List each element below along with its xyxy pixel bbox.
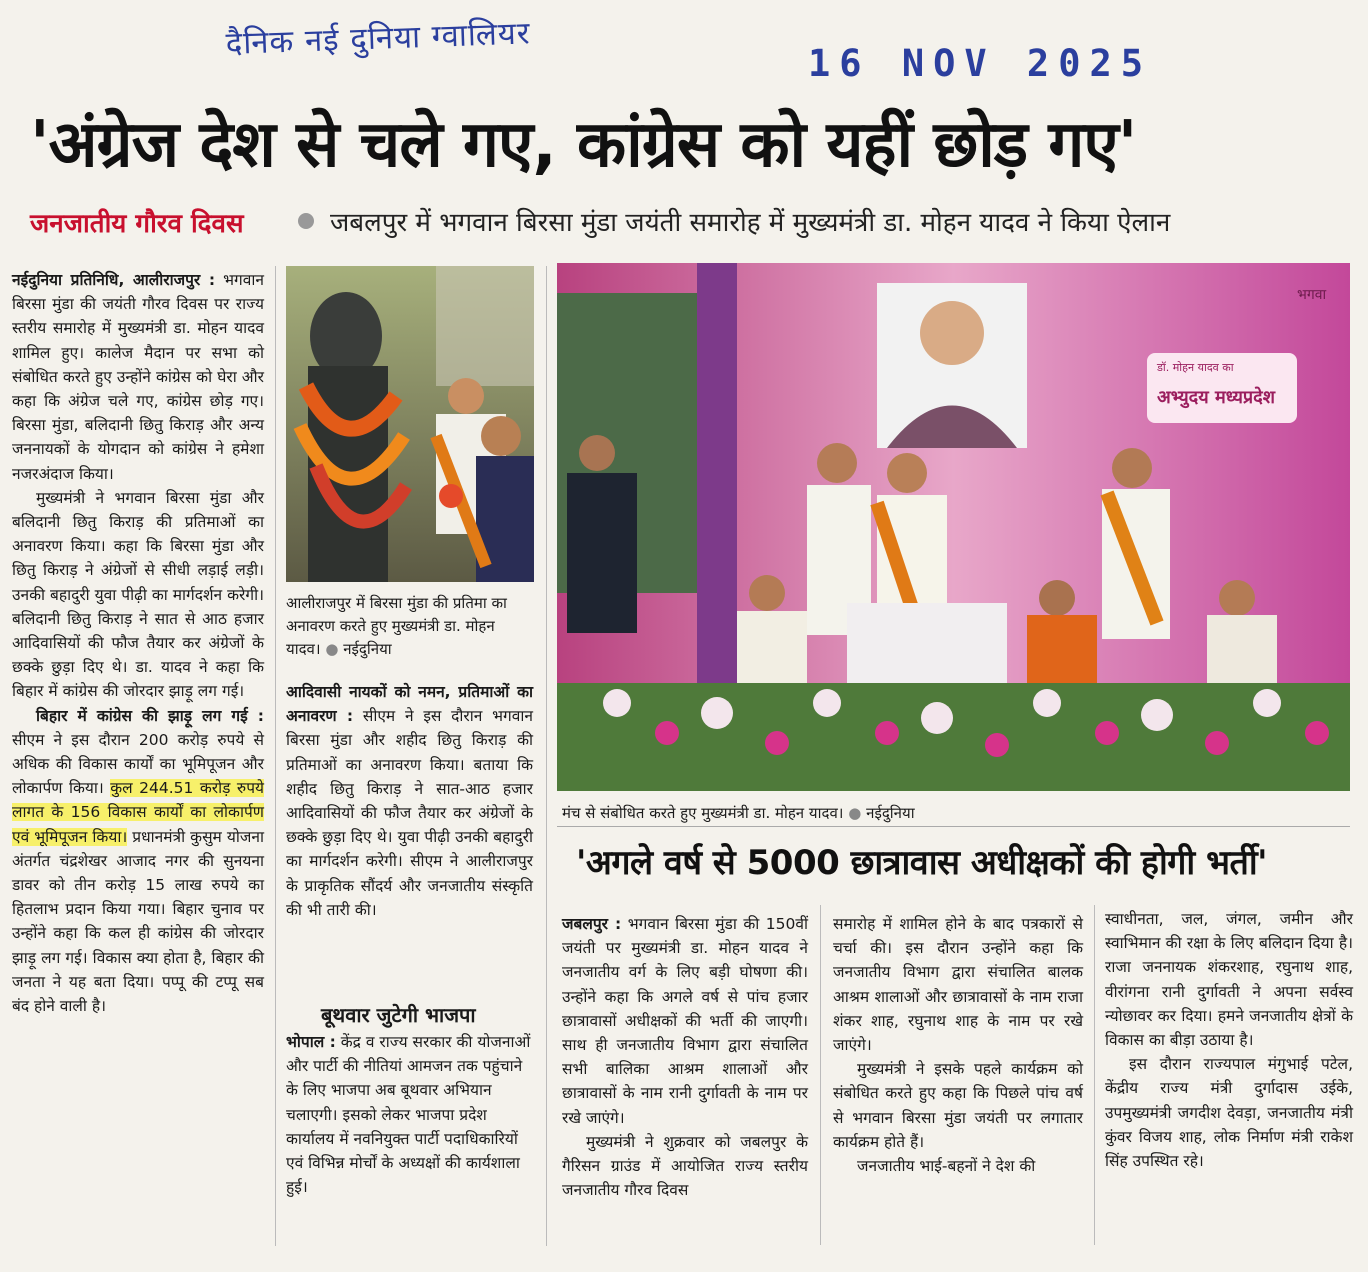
paragraph: मुख्यमंत्री ने शुक्रवार को जबलपुर के गैरिसन ग्राउंड में आयोजित राज्य स्तरीय जनजातीय गौरव दिवस [562,1132,808,1200]
masthead-stamp: दैनिक नई दुनिया ग्वालियर [225,15,532,62]
column-divider [546,266,547,1246]
divider [557,826,1350,827]
banner-main-text: अभ्युदय मध्यप्रदेश [1157,387,1275,408]
paragraph: भगवान बिरसा मुंडा की 150वीं जयंती पर मुख्यमंत्री डा. मोहन यादव ने जनजातीय वर्ग के लिए बड़ी घोषणा की। उन्होंने कहा कि अगले वर्ष से पांच हजार छात्रावासों अधीक्षकों की भर्ती की जाएगी। साथ ही जनजातीय विभाग द्वारा संचालित सभी बालिका आश्रम शालाओं और छात्रावासों के नाम रानी दुर्गावती के नाम पर रखे जाएंगे। [562,915,808,1127]
paragraph: स्वाधीनता, जल, जंगल, जमीन और स्वाभिमान की रक्षा के लिए बलिदान दिया है। राजा जननायक शंकरशाह, रघुनाथ शाह, वीरांगना रानी दुर्गावती ने अपना सर्वस्व न्योछावर कर दिया। हमने जनजातीय क्षेत्रों के विकास का बीड़ा उठाया है। [1105,910,1353,1050]
column-divider [1094,905,1095,1245]
photo-caption [562,803,915,823]
paragraph: इस दौरान राज्यपाल मंगुभाई पटेल, केंद्रीय राज्य मंत्री दुर्गादास उईके, उपमुख्यमंत्री जगदीश देवड़ा, जनजातीय मंत्री कुंवर विजय शाह, लोक निर्माण मंत्री राकेश सिंह उपस्थित रहे। [1105,1055,1353,1171]
article-column-2 [286,680,533,922]
paragraph: मुख्यमंत्री ने इसके पहले कार्यक्रम को संबोधित करते हुए कहा कि पिछले पांच वर्ष से भगवान बिरसा मुंडा जयंती पर लगातार कार्यक्रम होते हैं। [833,1060,1083,1151]
kicker-label: जनजातीय गौरव दिवस [30,209,244,239]
story2-column-3 [1105,907,1353,1173]
photo-stage-address [557,263,1350,791]
paragraph: जनजातीय भाई-बहनों ने देश की [857,1157,1036,1176]
column-divider [820,905,821,1245]
caption-text: आलीराजपुर में बिरसा मुंडा की प्रतिमा का अनावरण करते हुए मुख्यमंत्री डा. मोहन यादव। [286,594,507,658]
paragraph: मुख्यमंत्री ने भगवान बिरसा मुंडा और बलिदानी छितु किराड़ की प्रतिमाओं का अनावरण किया। कहा कि बिरसा मुंडा और छितु किराड़ ने अंग्रेजों से सीधी लड़ाई लड़ी। उनकी बहादुरी युवा पीढ़ी का मार्गदर्शन करेगी। बलिदानी छितु किराड़ ने सात से आठ हजार आदिवासियों की फौज तैयार कर अंग्रेजों के छक्के छुड़ा दिए थे। डा. यादव ने कहा कि बिहार में कांग्रेस की जोरदार झाड़ू लग गई। [12,488,264,701]
story2-column-1 [562,912,808,1202]
story2-column-2 [833,912,1083,1178]
bullet-dot-icon: ● [848,804,862,822]
dateline: जबलपुर : [562,915,622,933]
brief-headline: बूथवार जुटेगी भाजपा [321,1003,476,1027]
caption-text: मंच से संबोधित करते हुए मुख्यमंत्री डा. मोहन यादव। [562,804,844,822]
story2-headline: 'अगले वर्ष से 5000 छात्रावास अधीक्षकों की होगी भर्ती' [576,843,1268,883]
photo-statue-unveiling [286,266,534,582]
banner-top-text: डॉ. मोहन यादव का [1157,361,1234,374]
date-stamp: 16 NOV 2025 [808,42,1153,85]
paragraph: सीएम ने इस दौरान भगवान बिरसा मुंडा और शहीद छितु किराड़ की प्रतिमाओं का अनावरण किया। बताया कि शहीद छितु किराड़ ने सात-आठ हजार आदिवासियों की फौज तैयार कर अंग्रेजों के छक्के छुड़ा दिए थे। युवा पीढ़ी उनकी बहादुरी का मार्गदर्शन करेगी। सीएम ने आलीराजपुर के प्राकृतिक सौंदर्य और जनजातीय संस्कृति की भी तारी की। [286,707,534,919]
photo-caption [286,592,534,661]
bullet-dot-icon: ● [325,640,339,658]
dateline: नईदुनिया प्रतिनिधि, आलीराजपुर : [12,271,216,289]
corner-text: भगवा [1297,287,1327,303]
highlighted-text: कुल 244.51 करोड़ रुपये लागत के 156 विकास कार्यों का लोकार्पण एवं भूमिपूजन किया। [12,779,264,846]
column-divider [275,266,276,1246]
photo-credit: नईदुनिया [343,640,392,658]
paragraph: केंद्र व राज्य सरकार की योजनाओं और पार्टी की नीतियां आमजन तक पहुंचाने के लिए भाजपा अब बूथवार अभियान चलाएगी। इसको लेकर भाजपा प्रदेश कार्यालय में नवनियुक्त पार्टी पदाधिकारियों एवं विभिन्न मोर्चों के अध्यक्षों की कार्यशाला हुई। [286,1033,531,1197]
main-headline: 'अंग्रेज देश से चले गए, कांग्रेस को यहीं छोड़ गए' [30,108,1137,182]
section-subhead: बिहार में कांग्रेस की झाड़ू लग गई : [36,706,264,725]
article-column-1 [12,268,264,1018]
bullet-dot-icon [298,213,314,229]
paragraph: समारोह में शामिल होने के बाद पत्रकारों से चर्चा की। इस दौरान उन्होंने कहा कि जनजातीय विभाग द्वारा संचालित बालक आश्रम शालाओं और छात्रावासों के नाम राजा शंकर शाह, रघुनाथ शाह के नाम पर रखे जाएंगे। [833,915,1083,1055]
paragraph: प्रधानमंत्री कुसुम योजना अंतर्गत चंद्रशेखर आजाद नगर की सुनयना डावर को तीन करोड़ 15 लाख रुपये का हितलाभ प्रदान किया गया। बिहार चुनाव पर उन्होंने कहा कि कल ही कांग्रेस की जोरदार झाड़ू लग गई। विकास क्या होता है, बिहार की जनता ने यह बता दिया। पप्पू की टप्पू सब बंद होने वाली है। [12,827,265,1016]
section-subhead: आदिवासी नायकों को नमन, प्रतिमाओं का अनावरण : [286,683,533,726]
brief-body [286,1030,533,1199]
photo-credit: नईदुनिया [866,804,915,822]
subheadline: जबलपुर में भगवान बिरसा मुंडा जयंती समारोह में मुख्यमंत्री डा. मोहन यादव ने किया ऐलान [330,208,1171,238]
paragraph: सीएम ने इस दौरान 200 करोड़ रुपये से अधिक की विकास कार्यों का भूमिपूजन और लोकार्पण किया। [12,730,264,798]
paragraph: भगवान बिरसा मुंडा की जयंती गौरव दिवस पर राज्य स्तरीय समारोह में मुख्यमंत्री डा. मोहन यादव शामिल हुए। कालेज मैदान पर सभा को संबोधित करते हुए उन्होंने कांग्रेस को घेरा और कहा कि अंग्रेज चले गए, कांग्रेस छोड़ गए। बिरसा मुंडा, बलिदानी छितु किराड़ और अन्य जननायकों के योगदान को कांग्रेस ने हमेशा नजरअंदाज किया। [12,271,264,483]
dateline: भोपाल : [286,1033,336,1051]
